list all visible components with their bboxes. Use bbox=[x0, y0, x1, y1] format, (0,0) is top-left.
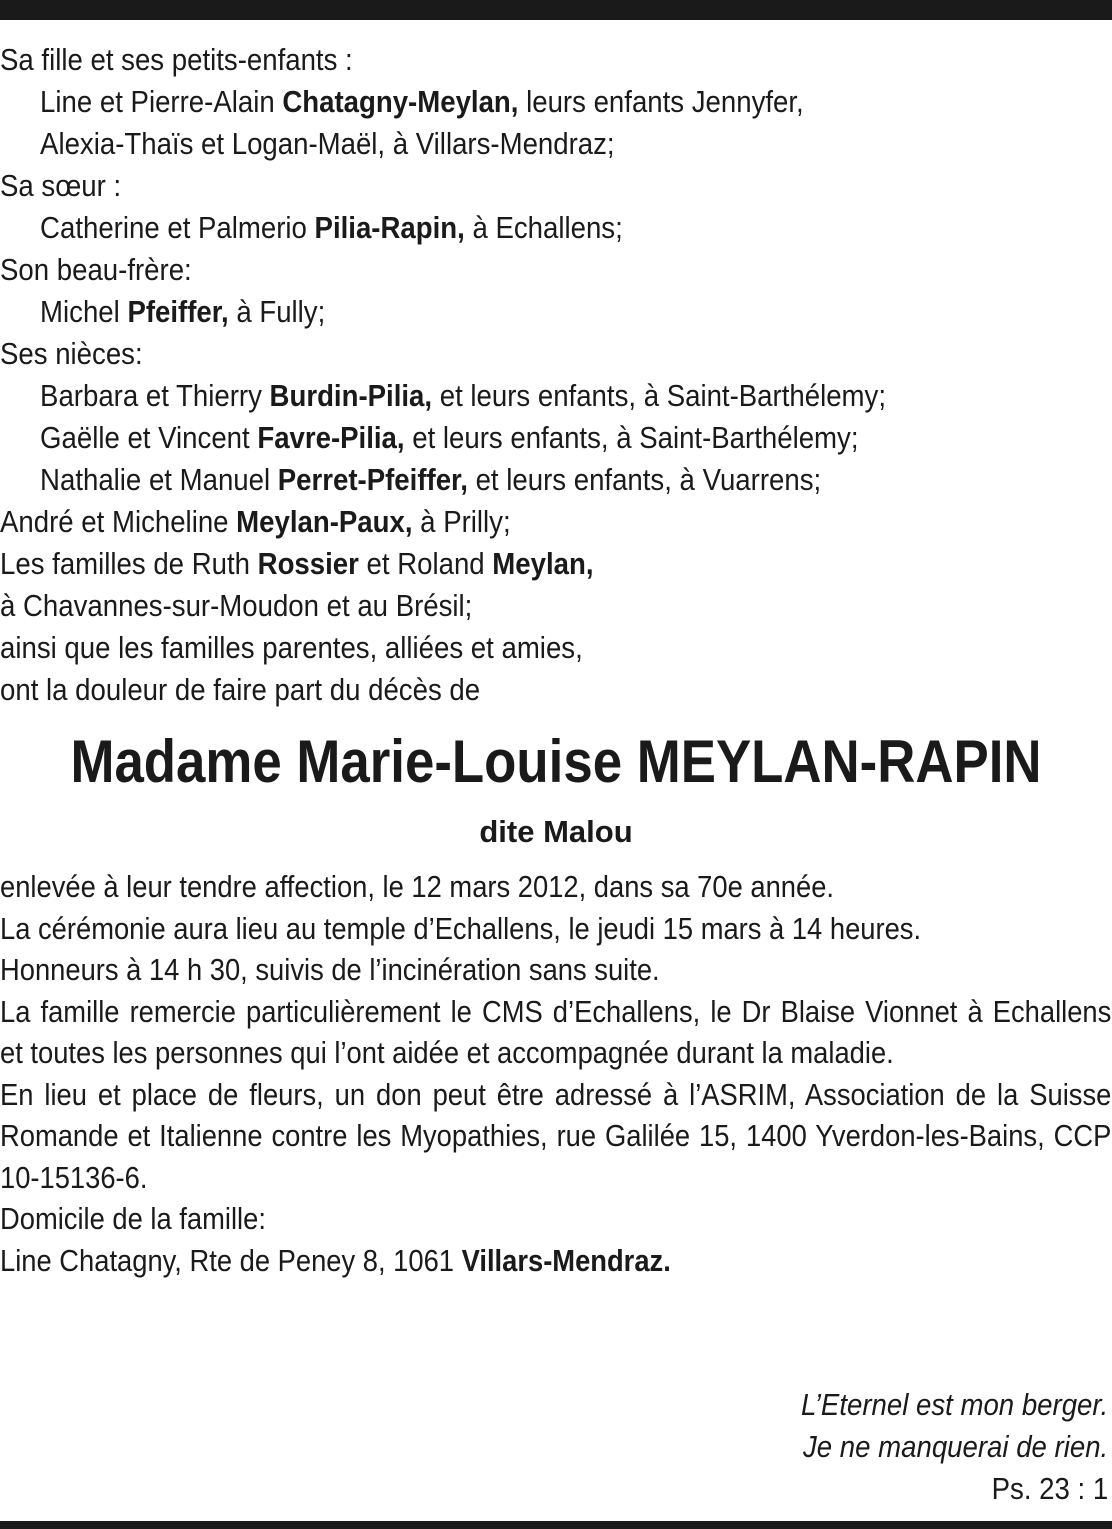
deceased-name: Madame Marie-Louise MEYLAN-RAPIN bbox=[70, 728, 1042, 795]
bottom-rule bbox=[0, 1521, 1112, 1529]
family-line: Catherine et Palmerio Pilia-Rapin, à Echallens; bbox=[40, 210, 623, 245]
family-line: Les familles de Ruth Rossier et Roland Meylan, bbox=[0, 546, 594, 581]
family-line: Sa sœur : bbox=[0, 168, 122, 203]
family-line: Gaëlle et Vincent Favre-Pilia, et leurs enfants, à Saint-Barthélemy; bbox=[40, 420, 859, 455]
family-line: Ses nièces: bbox=[0, 336, 143, 371]
bible-verse bbox=[801, 1384, 1108, 1510]
details-paragraph: enlevée à leur tendre affection, le 12 mars 2012, dans sa 70e année. bbox=[0, 869, 835, 904]
verse-line: Je ne manquerai de rien. bbox=[802, 1429, 1108, 1464]
family-line: Sa fille et ses petits-enfants : bbox=[0, 42, 353, 77]
verse-line: L’Eternel est mon berger. bbox=[800, 1387, 1108, 1422]
family-line: à Chavannes-sur-Moudon et au Brésil; bbox=[0, 588, 473, 623]
family-list bbox=[0, 39, 1112, 711]
family-line: Barbara et Thierry Burdin-Pilia, et leurs enfants, à Saint-Barthélemy; bbox=[40, 378, 886, 413]
top-rule bbox=[0, 0, 1112, 20]
family-line: ainsi que les familles parentes, alliées et amies, bbox=[0, 630, 583, 665]
family-line: Nathalie et Manuel Perret-Pfeiffer, et leurs enfants, à Vuarrens; bbox=[40, 462, 822, 497]
family-line: ont la douleur de faire part du décès de bbox=[0, 672, 481, 707]
family-address: Line Chatagny, Rte de Peney 8, 1061 Villars-Mendraz. bbox=[0, 1242, 671, 1278]
family-line: Alexia-Thaïs et Logan-Maël, à Villars-Mendraz; bbox=[40, 126, 615, 161]
notice-details bbox=[0, 866, 1111, 1281]
details-paragraph: La cérémonie aura lieu au temple d’Echallens, le jeudi 15 mars à 14 heures. bbox=[0, 910, 922, 946]
family-line: Line et Pierre-Alain Chatagny-Meylan, leurs enfants Jennyfer, bbox=[40, 84, 804, 119]
details-paragraph: Domicile de la famille: bbox=[0, 1201, 266, 1236]
details-paragraph: Honneurs à 14 h 30, suivis de l’incinération sans suite. bbox=[0, 952, 660, 987]
details-paragraph: La famille remercie particulièrement le CMS d’Echallens, le Dr Blaise Vionnet à Echallens et toutes les personnes qui l’ont aidée et accompagnée durant la maladie. bbox=[0, 993, 1112, 1070]
family-line: André et Micheline Meylan-Paux, à Prilly; bbox=[0, 504, 511, 539]
details-paragraph: En lieu et place de fleurs, un don peut être adressé à l’ASRIM, Association de la Suisse Romande et Italienne contre les Myopathies, rue Galilée 15, 1400 Yverdon-les-Bains, CCP 10-15136-6. bbox=[0, 1076, 1112, 1195]
deceased-nickname: dite Malou bbox=[479, 814, 633, 849]
family-line: Michel Pfeiffer, à Fully; bbox=[40, 294, 326, 329]
verse-reference: Ps. 23 : 1 bbox=[991, 1471, 1108, 1506]
family-line: Son beau-frère: bbox=[0, 252, 192, 287]
